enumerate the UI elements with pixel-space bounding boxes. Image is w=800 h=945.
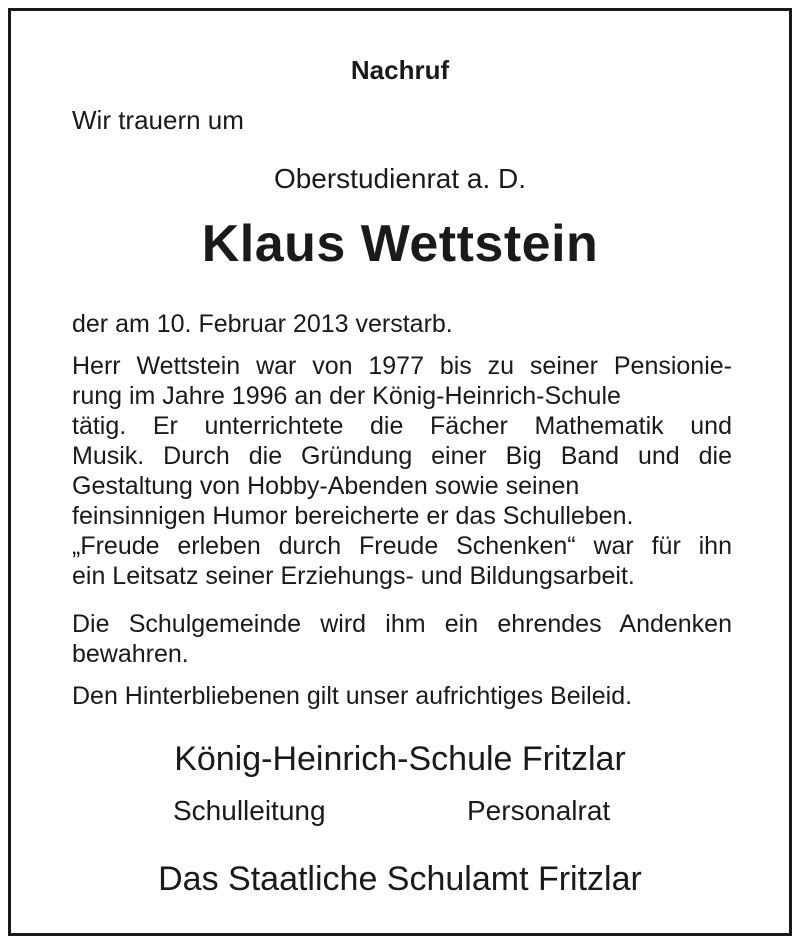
intro-line: Wir trauern um xyxy=(72,105,244,135)
memory-paragraph xyxy=(72,609,732,669)
obituary-border xyxy=(8,8,792,936)
school-authority-signature: Das Staatliche Schulamt Fritzlar xyxy=(158,860,642,898)
biography-line: Gestaltung von Hobby-Abenden sowie seinen xyxy=(72,472,580,500)
memory-line: bewahren. xyxy=(72,640,189,668)
biography-line: rung im Jahre 1996 an der König-Heinrich-Schule xyxy=(72,382,621,410)
school-signature: König-Heinrich-Schule Fritzlar xyxy=(174,740,626,778)
memory-line: Die Schulgemeinde wird ihm ein ehrendes Andenken xyxy=(72,610,732,638)
condolence-line: Den Hinterbliebenen gilt unser aufrichtiges Beileid. xyxy=(72,682,633,710)
biography-line: Herr Wettstein war von 1977 bis zu seiner Pensionie- xyxy=(72,352,732,380)
deceased-name: Klaus Wettstein xyxy=(201,215,599,273)
obituary-notice xyxy=(11,11,789,933)
notice-heading: Nachruf xyxy=(350,55,450,85)
biography-line: feinsinnigen Humor bereicherte er das Schulleben. xyxy=(72,502,634,530)
biography-line: ein Leitsatz seiner Erziehungs- und Bildungsarbeit. xyxy=(72,562,635,590)
signatory-school-management: Schulleitung xyxy=(173,795,326,826)
biography-line: tätig. Er unterrichtete die Fächer Mathematik und xyxy=(72,412,732,440)
academic-rank: Oberstudienrat a. D. xyxy=(273,163,527,194)
signatory-staff-council: Personalrat xyxy=(467,795,611,826)
biography-line: „Freude erleben durch Freude Schenken“ war für ihn xyxy=(72,532,732,560)
biography-line: Musik. Durch die Gründung einer Big Band und die xyxy=(72,442,732,470)
biography-paragraph xyxy=(72,351,732,591)
death-date-line: der am 10. Februar 2013 verstarb. xyxy=(72,310,453,338)
